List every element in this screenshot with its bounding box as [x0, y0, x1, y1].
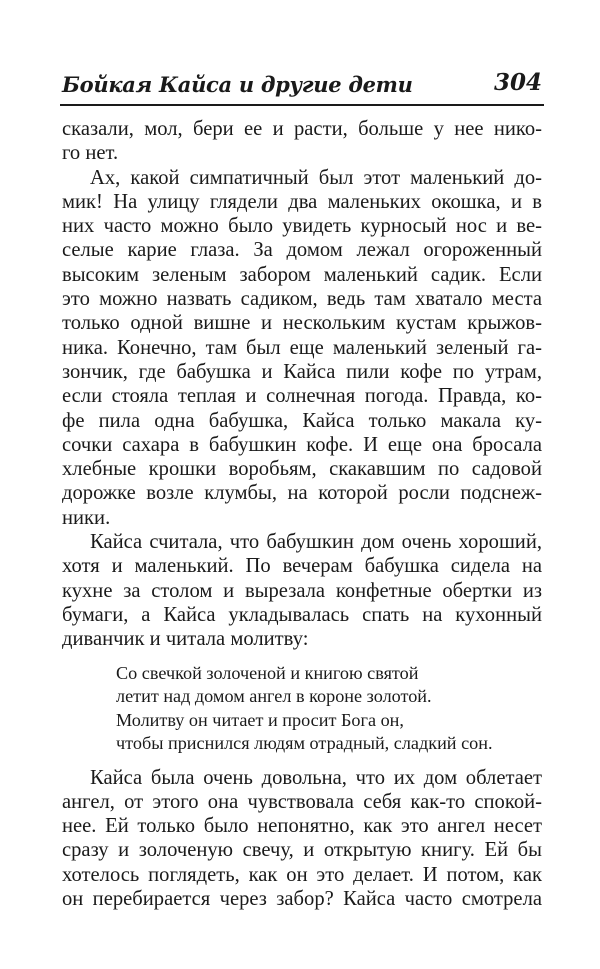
- poem-line: летит над домом ангел в короне золотой.: [116, 686, 432, 707]
- text-line: го нет.: [62, 142, 119, 165]
- text-line: ангел, от этого она чувствовала себя как-то спокой-: [62, 790, 542, 813]
- text-line: если стояла теплая и солнечная погода. Правда, ко-: [62, 385, 542, 408]
- text-line: дорожке возле клумбы, на которой росли подснеж-: [62, 482, 542, 505]
- text-line: хотелось поглядеть, как он это делает. И потом, как: [62, 863, 542, 886]
- paragraph-3: [62, 530, 542, 651]
- text-line: зончик, где бабушка и Кайса пили кофе по утрам,: [62, 360, 542, 383]
- text-line: только одной вишне и нескольким кустам крыжов-: [62, 312, 542, 335]
- text-line: хотя и маленький. По вечерам бабушка сидела на: [62, 555, 542, 578]
- text-line: Ах, какой симпатичный был этот маленький до-: [90, 166, 542, 189]
- text-line: высоким зеленым забором маленький садик. Если: [62, 263, 542, 286]
- text-line: ника. Конечно, там был еще маленький зеленый га-: [62, 336, 542, 359]
- text-line: сразу и золоченую свечу, и открытую книгу. Ей бы: [62, 839, 542, 862]
- text-line: диванчик и читала молитву:: [62, 628, 309, 651]
- text-line: Кайса была очень довольна, что их дом облетает: [90, 766, 542, 789]
- poem-line: чтобы приснился людям отрадный, сладкий сон.: [116, 733, 493, 754]
- running-header: [62, 66, 542, 102]
- text-line: бумаги, а Кайса укладывалась спать на кухонный: [62, 603, 542, 626]
- body-text: [62, 117, 542, 911]
- book-title: Бойкая Кайса и другие дети: [62, 72, 413, 97]
- text-line: мик! На улицу глядели два маленьких окошка, и в: [62, 190, 542, 213]
- text-line: сказали, мол, бери ее и расти, больше у нее нико-: [62, 118, 542, 140]
- text-line: это можно назвать садиком, ведь там хватало места: [62, 288, 542, 311]
- text-line: фе пила одна бабушка, Кайса только макала ку-: [62, 409, 542, 432]
- poem: [116, 662, 542, 756]
- page-number: 304: [493, 69, 542, 96]
- poem-line: Молитву он читает и просит Бога он,: [116, 709, 404, 730]
- poem-line: Со свечкой золоченой и книгою святой: [116, 662, 419, 683]
- text-line: сочки сахара в бабушкин кофе. И еще она бросала: [62, 433, 542, 456]
- text-line: он перебирается через забор? Кайса часто смотрела: [62, 888, 542, 911]
- text-line: ники.: [62, 506, 111, 529]
- text-line: нее. Ей только было непонятно, как это ангел несет: [62, 815, 542, 838]
- paragraph-2: [62, 166, 542, 530]
- text-line: Кайса считала, что бабушкин дом очень хороший,: [90, 531, 542, 554]
- text-line: хлебные крошки воробьям, скакавшим по садовой: [62, 458, 542, 481]
- text-line: селые карие глаза. За домом лежал огороженный: [62, 239, 542, 262]
- header-rule: [60, 104, 544, 106]
- text-line: кухне за столом и вырезала конфетные обертки из: [62, 579, 542, 602]
- paragraph-4: [62, 766, 542, 912]
- text-line: них часто можно было увидеть курносый нос и ве-: [62, 215, 542, 238]
- paragraph-1: [62, 117, 542, 166]
